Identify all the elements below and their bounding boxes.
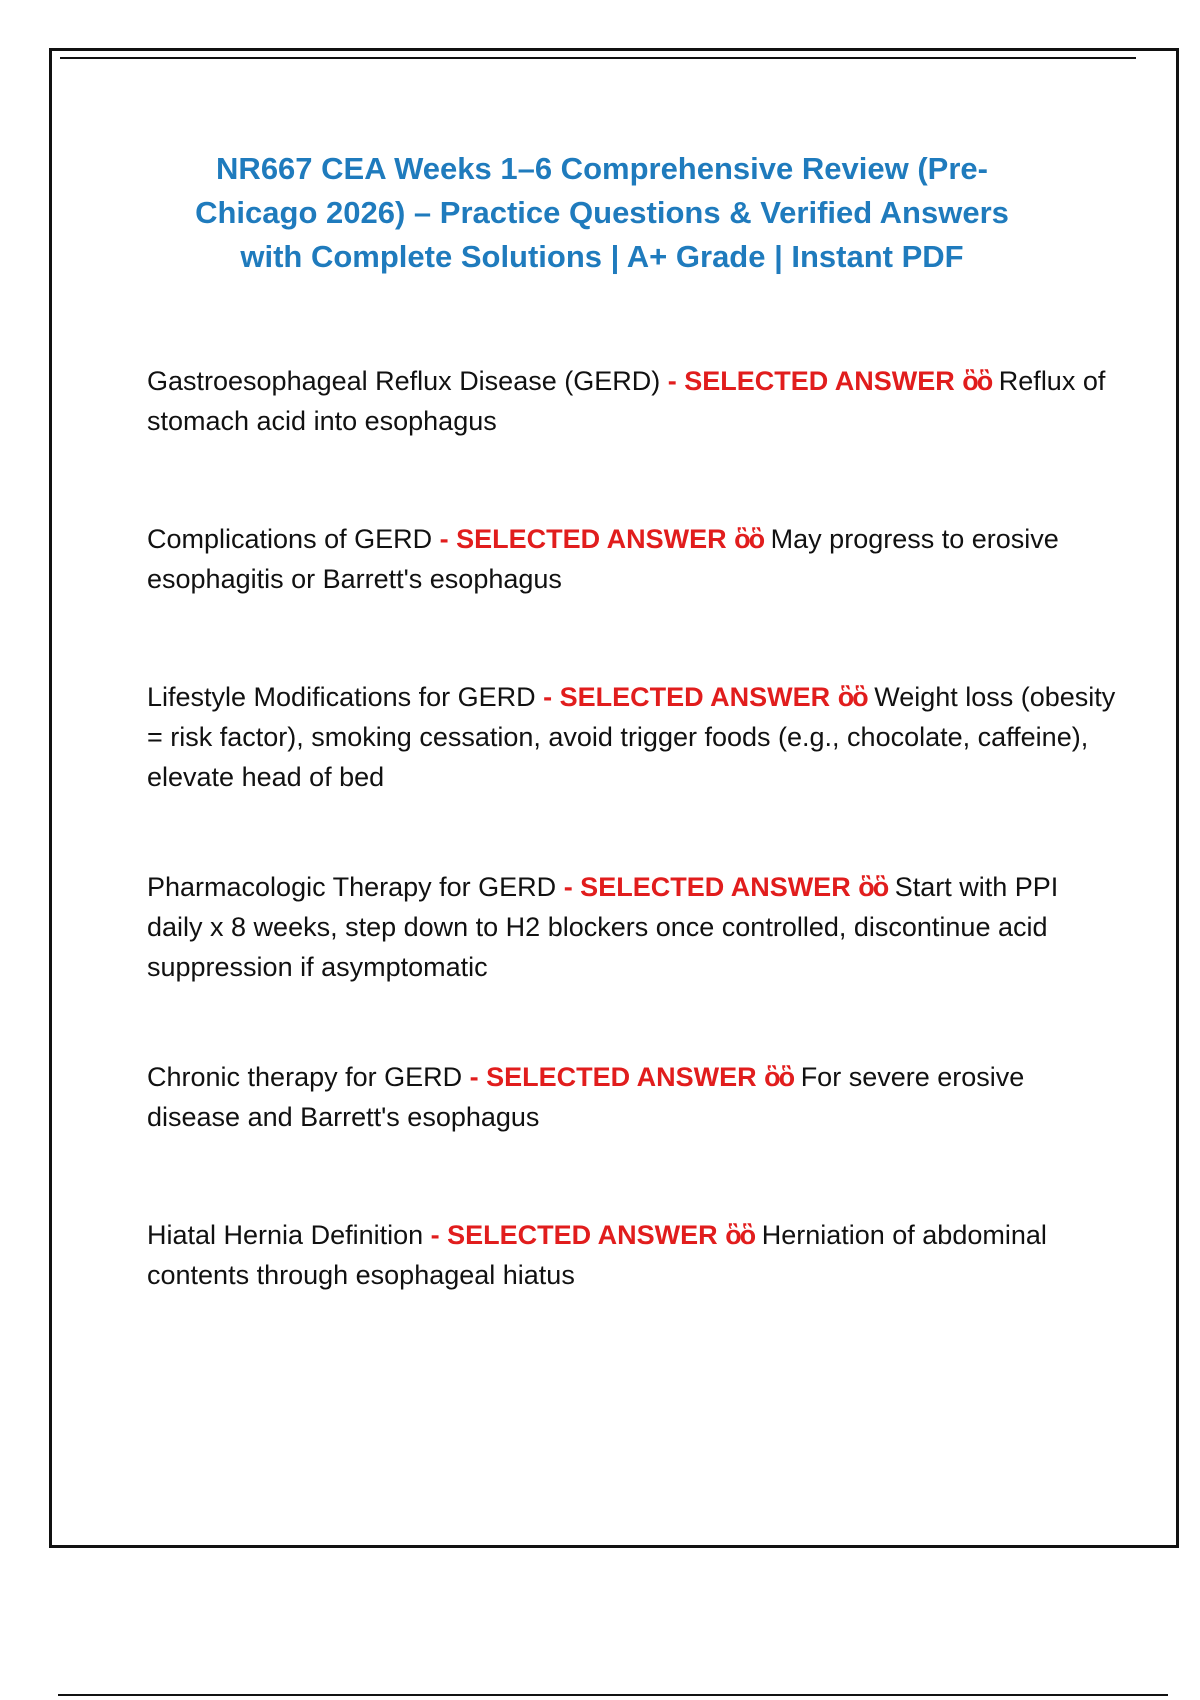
eyes-icon: ὃὃ <box>734 524 764 554</box>
selected-answer-label: - SELECTED ANSWER <box>439 524 727 554</box>
selected-answer-label: - SELECTED ANSWER <box>469 1062 757 1092</box>
qa-item <box>147 519 1117 599</box>
selected-answer-label: - SELECTED ANSWER <box>430 1220 718 1250</box>
selected-answer-label: - SELECTED ANSWER <box>667 366 955 396</box>
qa-answer: Weight loss (obesity = risk factor), smoking cessation, avoid trigger foods (e.g., chocolate, caffeine), elevate head of bed <box>147 682 1116 792</box>
qa-answer: Reflux of stomach acid into esophagus <box>147 366 1106 436</box>
qa-answer: Herniation of abdominal contents through esophageal hiatus <box>147 1220 1047 1290</box>
qa-answer: Start with PPI daily x 8 weeks, step down to H2 blockers once controlled, discontinue acid suppression if asymptomatic <box>147 872 1059 982</box>
qa-answer: For severe erosive disease and Barrett's esophagus <box>147 1062 1025 1132</box>
top-rule <box>60 57 1136 59</box>
qa-answer: May progress to erosive esophagitis or Barrett's esophagus <box>147 524 1059 594</box>
selected-answer-label: - SELECTED ANSWER <box>563 872 851 902</box>
bottom-rule <box>58 1694 1168 1696</box>
qa-term: Pharmacologic Therapy for GERD <box>147 872 557 902</box>
eyes-icon: ὃὃ <box>962 366 992 396</box>
qa-term: Complications of GERD <box>147 524 433 554</box>
eyes-icon: ὃὃ <box>858 872 888 902</box>
qa-item <box>147 677 1117 797</box>
qa-item <box>147 1057 1117 1137</box>
qa-item <box>147 867 1117 987</box>
eyes-icon: ὃὃ <box>837 682 867 712</box>
qa-item <box>147 361 1117 441</box>
qa-term: Hiatal Hernia Definition <box>147 1220 424 1250</box>
selected-answer-label: - SELECTED ANSWER <box>543 682 831 712</box>
qa-term: Chronic therapy for GERD <box>147 1062 463 1092</box>
qa-list <box>147 361 1117 1373</box>
qa-term: Lifestyle Modifications for GERD <box>147 682 536 712</box>
qa-item <box>147 1215 1117 1295</box>
document-page <box>49 48 1179 1548</box>
qa-term: Gastroesophageal Reflux Disease (GERD) <box>147 366 661 396</box>
eyes-icon: ὃὃ <box>764 1062 794 1092</box>
document-title: NR667 CEA Weeks 1–6 Comprehensive Review (Pre-Chicago 2026) – Practice Questions & Verified Answers with Complete Solutions | A+ Grade | Instant PDF <box>195 151 1009 274</box>
eyes-icon: ὃὃ <box>725 1220 755 1250</box>
